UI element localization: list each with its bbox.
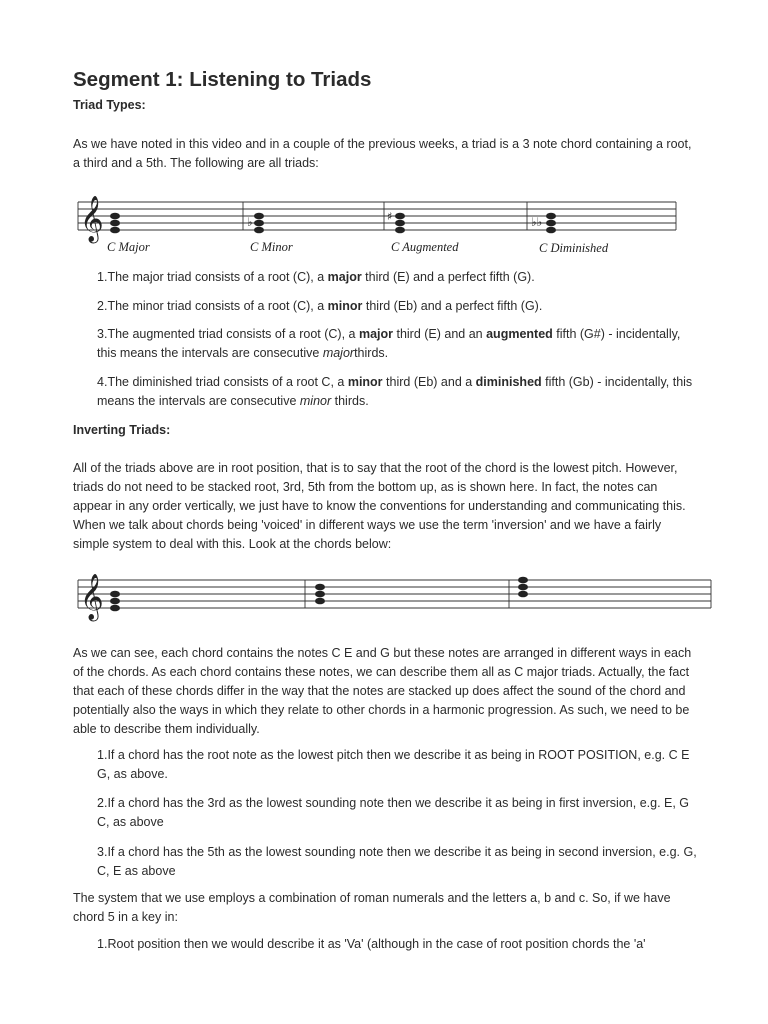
treble-clef-icon: 𝄞 xyxy=(80,196,104,242)
chord-label: C Diminished xyxy=(539,241,609,255)
list-item: 1.The major triad consists of a root (C), a major third (E) and a perfect fifth (G). xyxy=(97,270,535,284)
list-item: 1.If a chord has the root note as the lowest pitch then we describe it as being in ROOT POSITION, e.g. C E G, as above. xyxy=(97,748,690,781)
intro-paragraph: As we have noted in this video and in a couple of the previous weeks, a triad is a 3 note chord containing a root, a third and a 5th. The following are all triads: xyxy=(73,137,692,170)
section-heading-triad-types: Triad Types: xyxy=(73,98,146,112)
chord-label: C Major xyxy=(107,240,150,254)
section-heading-inverting-triads: Inverting Triads: xyxy=(73,423,171,437)
chord-second-inversion xyxy=(518,577,528,598)
list-item: 2.If a chord has the 3rd as the lowest sounding note then we describe it as being in first inversion, e.g. E, G C, as above xyxy=(97,796,690,829)
svg-text:♭: ♭ xyxy=(247,215,253,229)
list-item: 1.Root position then we would describe it as 'Va' (although in the case of root position chords the 'a' xyxy=(97,937,646,951)
inverting-paragraph-3: The system that we use employs a combination of roman numerals and the letters a, b and c. So, if we have chord 5 in a key in: xyxy=(73,891,671,924)
chord-first-inversion xyxy=(315,584,325,605)
chord-label: C Augmented xyxy=(391,240,459,254)
treble-clef-icon: 𝄞 xyxy=(80,574,104,620)
list-item: 4.The diminished triad consists of a root C, a minor third (Eb) and a diminished fifth (Gb) - incidentally, this means the intervals are consecutive minor thirds. xyxy=(97,375,693,408)
svg-text:♯: ♯ xyxy=(387,210,393,223)
inversions-staff xyxy=(73,570,718,622)
svg-text:♭♭: ♭♭ xyxy=(531,215,543,229)
chord-label: C Minor xyxy=(250,240,293,254)
chord-root-position xyxy=(110,591,120,612)
inverting-paragraph-2: As we can see, each chord contains the notes C E and G but these notes are arranged in different ways in each of the chords. As each chord contains these notes, we can describe them all as C major triads. Actually, the fact that each of these chords differ in the way that the notes are stacked up does affect the sound of the chord and potentially also the ways in which they relate to other chords in a harmonic progression. As such, we need to be able to describe them individually. xyxy=(73,646,692,736)
list-item: 3.If a chord has the 5th as the lowest sounding note then we describe it as being in second inversion, e.g. G, C, E as above xyxy=(97,845,697,878)
list-item: 3.The augmented triad consists of a root (C), a major third (E) and an augmented fifth (G#) - incidentally, this means the intervals are consecutive majorthirds. xyxy=(97,327,681,360)
list-item: 2.The minor triad consists of a root (C), a minor third (Eb) and a perfect fifth (G). xyxy=(97,299,543,313)
chord-c-major xyxy=(110,213,120,234)
page-title: Segment 1: Listening to Triads xyxy=(73,68,372,91)
inverting-paragraph-1: All of the triads above are in root position, that is to say that the root of the chord is the lowest pitch. However, triads do not need to be stacked root, 3rd, 5th from the bottom up, as is shown here. In fact, the notes can appear in any order vertically, we just have to know the conventions for understanding and communicating this. When we talk about chords being 'voiced' in different ways we use the term 'inversion' and we have a fairly simple system to deal with this. Look at the chords below: xyxy=(73,461,686,551)
triad-types-staff xyxy=(73,188,683,260)
